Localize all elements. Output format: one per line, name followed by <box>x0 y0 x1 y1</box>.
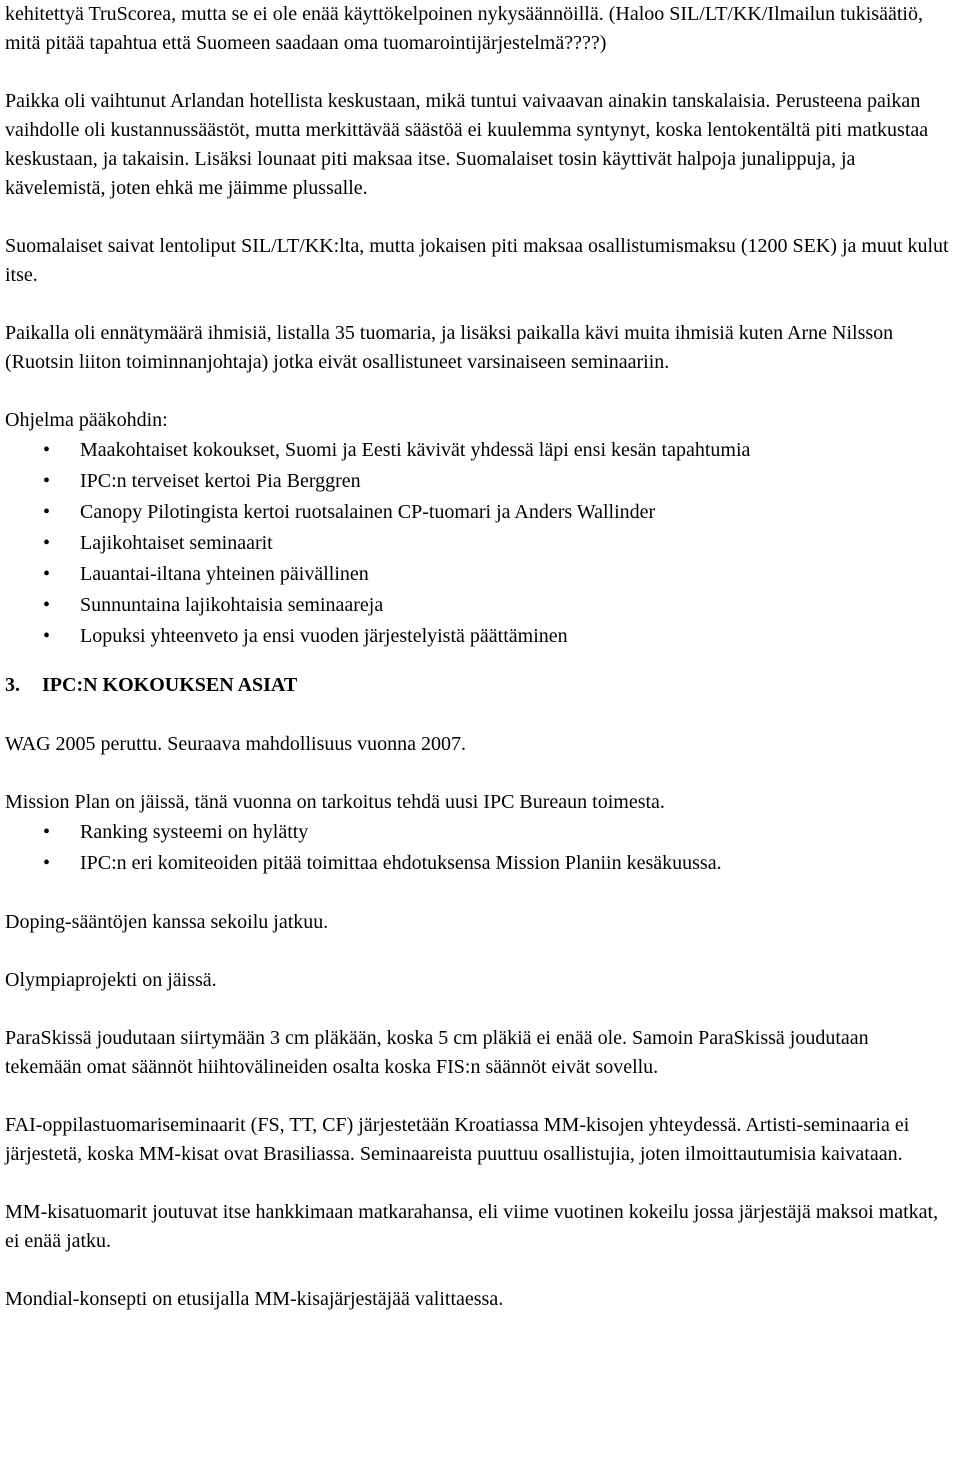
paragraph-truscore: kehitettyä TruScorea, mutta se ei ole enää käyttökelpoinen nykysäännöillä. (Haloo SIL/LT/KK/Ilmailun tukisäätiö, mitä pitää tapahtua että Suomeen saadaan oma tuomarointijärjestelmä????) <box>5 3 923 54</box>
paragraph-venue: Paikka oli vaihtunut Arlandan hotellista keskustaan, mikä tuntui vaivaavan ainakin tanskalaisia. Perusteena paikan vaihdolle oli kustannussäästöt, mutta merkittävää säästöä ei kuulemma syntynyt, koska lentokentältä piti matkustaa keskustaan, ja takaisin. Lisäksi lounaat piti maksaa itse. Suomalaiset tosin käyttivät halpoja junalippuja, ja kävelemistä, joten ehkä me jäimme plussalle. <box>5 90 929 199</box>
list-item: • IPC:n eri komiteoiden pitää toimittaa ehdotuksensa Mission Planiin kesäkuussa. <box>5 848 950 879</box>
paragraph-paraski: ParaSkissä joudutaan siirtymään 3 cm pläkään, koska 5 cm pläkiä ei enää ole. Samoin ParaSkissä joudutaan tekemään omat säännöt hiihtovälineiden osalta koska FIS:n säännöt eivät sovellu. <box>5 1027 869 1078</box>
list-item: • Sunnuntaina lajikohtaisia seminaareja <box>5 590 950 621</box>
list-item: • Lajikohtaiset seminaarit <box>5 528 950 559</box>
paragraph-tickets: Suomalaiset saivat lentoliput SIL/LT/KK:lta, mutta jokaisen piti maksaa osallistumismaksu (1200 SEK) ja muut kulut itse. <box>5 235 949 286</box>
section-number: 3. <box>5 674 20 696</box>
bullet-icon: • <box>43 439 51 461</box>
bullet-icon: • <box>43 470 51 492</box>
paragraph-wag: WAG 2005 peruttu. Seuraava mahdollisuus vuonna 2007. <box>5 733 467 755</box>
document-page <box>5 0 950 1314</box>
section-title: IPC:N KOKOUKSEN ASIAT <box>42 674 298 696</box>
paragraph-olympic: Olympiaprojekti on jäissä. <box>5 969 217 991</box>
section-heading <box>5 670 950 701</box>
list-item: • Lopuksi yhteenveto ja ensi vuoden järjestelyistä päättäminen <box>5 621 950 652</box>
mission-list <box>5 817 950 879</box>
bullet-icon: • <box>43 852 51 874</box>
bullet-icon: • <box>43 594 51 616</box>
bullet-icon: • <box>43 821 51 843</box>
paragraph-program-heading: Ohjelma pääkohdin: <box>5 409 168 431</box>
paragraph-mission-plan: Mission Plan on jäissä, tänä vuonna on tarkoitus tehdä uusi IPC Bureaun toimesta. <box>5 791 665 813</box>
list-item: • Lauantai-iltana yhteinen päivällinen <box>5 559 950 590</box>
list-item: • IPC:n terveiset kertoi Pia Berggren <box>5 466 950 497</box>
bullet-icon: • <box>43 501 51 523</box>
paragraph-doping: Doping-sääntöjen kanssa sekoilu jatkuu. <box>5 911 329 933</box>
list-item: • Canopy Pilotingista kertoi ruotsalainen CP-tuomari ja Anders Wallinder <box>5 497 950 528</box>
paragraph-fai-seminars: FAI-oppilastuomariseminaarit (FS, TT, CF) järjestetään Kroatiassa MM-kisojen yhteydessä. Artisti-seminaaria ei järjestetä, koska MM-kisat ovat Brasiliassa. Seminaareista puuttuu osallistujia, joten ilmoittautumisia kaivataan. <box>5 1114 910 1165</box>
bullet-icon: • <box>43 532 51 554</box>
paragraph-judges-travel: MM-kisatuomarit joutuvat itse hankkimaan matkarahansa, eli viime vuotinen kokeilu jossa järjestäjä maksoi matkat, ei enää jatku. <box>5 1201 939 1252</box>
paragraph-attendance: Paikalla oli ennätymäärä ihmisiä, listalla 35 tuomaria, ja lisäksi paikalla kävi muita ihmisiä kuten Arne Nilsson (Ruotsin liiton toiminnanjohtaja) jotka eivät osallistuneet varsinaiseen seminaariin. <box>5 322 894 373</box>
bullet-icon: • <box>43 563 51 585</box>
list-item: • Maakohtaiset kokoukset, Suomi ja Eesti kävivät yhdessä läpi ensi kesän tapahtumia <box>5 435 950 466</box>
bullet-icon: • <box>43 625 51 647</box>
program-list <box>5 435 950 652</box>
list-item: • Ranking systeemi on hylätty <box>5 817 950 848</box>
paragraph-mondial: Mondial-konsepti on etusijalla MM-kisajärjestäjää valittaessa. <box>5 1288 504 1310</box>
